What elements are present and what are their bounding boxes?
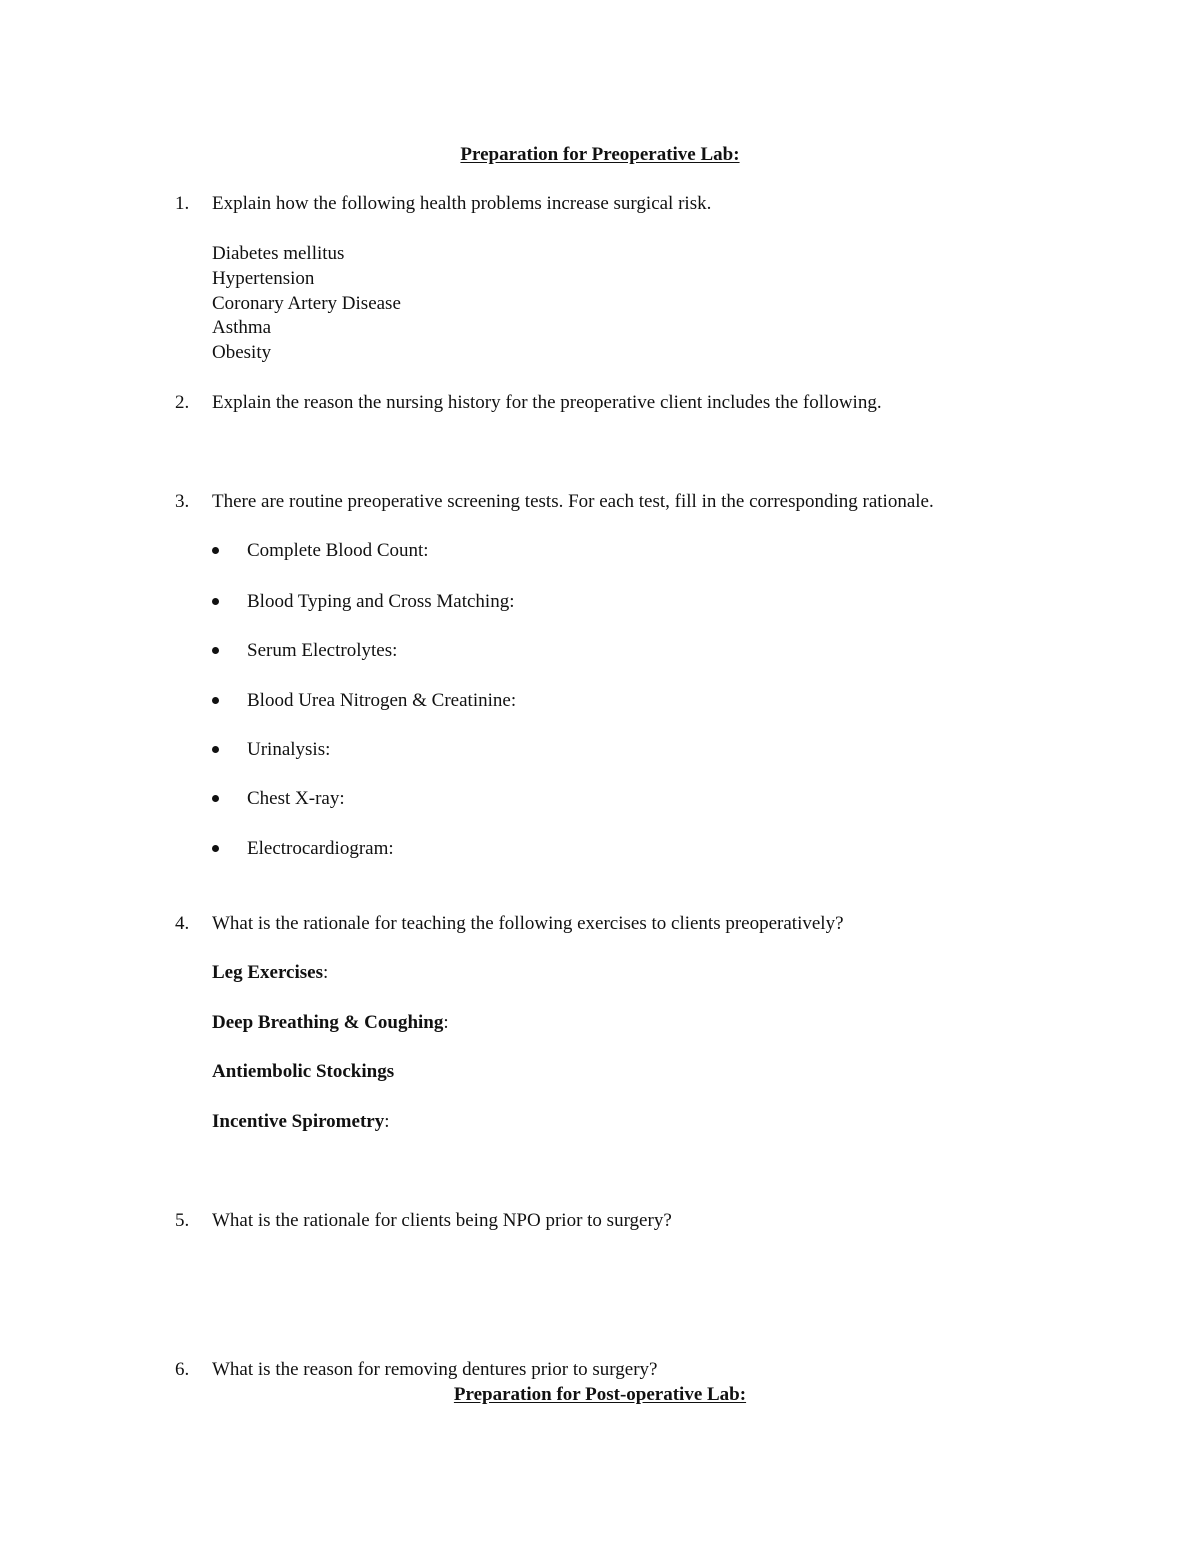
bullet-icon <box>212 647 219 654</box>
screening-test-item: Blood Urea Nitrogen & Creatinine: <box>247 690 517 711</box>
question-1-number: 1. <box>175 193 190 214</box>
bullet-icon <box>212 746 219 753</box>
screening-test-item: Complete Blood Count: <box>247 540 429 561</box>
question-5-number: 5. <box>175 1210 190 1231</box>
exercise-suffix: : <box>323 962 329 983</box>
health-problem-item: Coronary Artery Disease <box>212 293 401 314</box>
question-2-text: Explain the reason the nursing history for the preoperative client includes the following. <box>212 392 882 413</box>
exercise-item <box>212 1011 449 1035</box>
screening-test-item: Electrocardiogram: <box>247 838 394 859</box>
exercise-item <box>212 1060 394 1084</box>
exercise-name: Leg Exercises <box>212 962 323 983</box>
health-problem-item: Hypertension <box>212 268 315 289</box>
bullet-icon <box>212 795 219 802</box>
screening-test-item: Urinalysis: <box>247 739 331 760</box>
health-problem-item: Diabetes mellitus <box>212 243 345 264</box>
exercise-suffix: : <box>384 1111 390 1132</box>
bullet-icon <box>212 547 219 554</box>
exercise-item <box>212 961 328 985</box>
question-4-text: What is the rationale for teaching the following exercises to clients preoperatively? <box>212 913 844 934</box>
screening-test-item: Blood Typing and Cross Matching: <box>247 591 515 612</box>
section-heading: Preparation for Post-operative Lab: <box>453 1384 747 1405</box>
question-4-number: 4. <box>175 913 190 934</box>
question-2-number: 2. <box>175 392 190 413</box>
question-6-number: 6. <box>175 1359 190 1380</box>
bullet-icon <box>212 598 219 605</box>
question-6-text: What is the reason for removing dentures prior to surgery? <box>212 1359 658 1380</box>
bullet-icon <box>212 697 219 704</box>
screening-test-item: Serum Electrolytes: <box>247 640 398 661</box>
exercise-name: Incentive Spirometry <box>212 1111 385 1132</box>
page-title: Preparation for Preoperative Lab: <box>460 144 740 165</box>
exercise-name: Antiembolic Stockings <box>212 1061 395 1082</box>
question-5-text: What is the rationale for clients being NPO prior to surgery? <box>212 1210 672 1231</box>
question-3-number: 3. <box>175 491 190 512</box>
exercise-item <box>212 1110 390 1134</box>
health-problem-item: Obesity <box>212 342 272 363</box>
bullet-icon <box>212 845 219 852</box>
exercise-name: Deep Breathing & Coughing <box>212 1012 444 1033</box>
question-1-text: Explain how the following health problems increase surgical risk. <box>212 193 712 214</box>
health-problem-item: Asthma <box>212 317 272 338</box>
exercise-suffix: : <box>443 1012 449 1033</box>
screening-test-item: Chest X-ray: <box>247 788 345 809</box>
question-3-text: There are routine preoperative screening tests. For each test, fill in the corresponding rationale. <box>212 491 934 512</box>
